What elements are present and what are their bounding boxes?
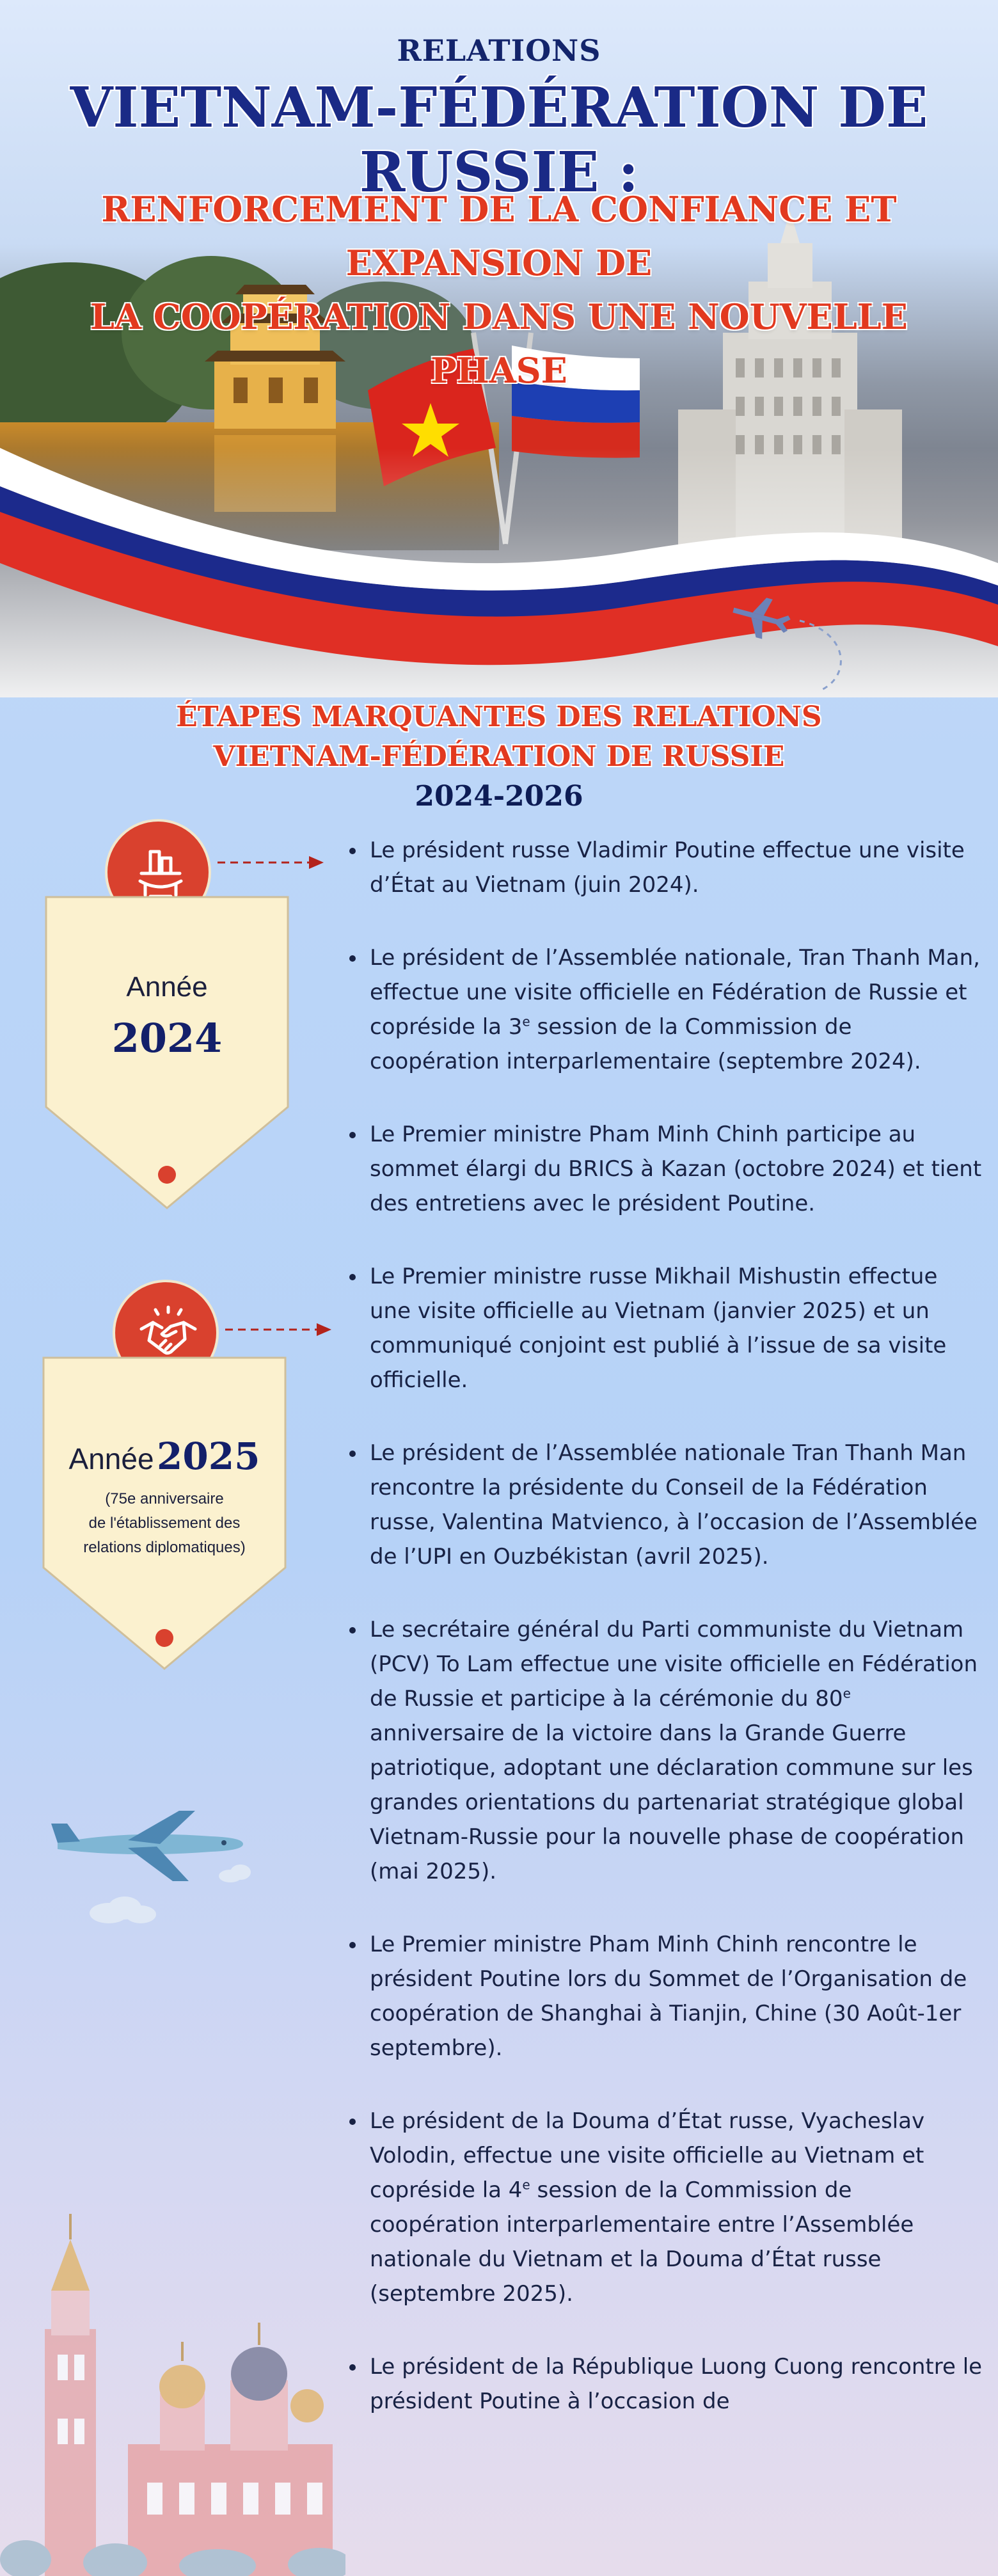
list-item: Le président de l’Assemblée nationale, Tran Thanh Man, effectue une visite officielle en Fédération de Russie et copréside la 3e session de la Commission de coopération interparlementaire (septembre 2024). <box>345 941 985 1079</box>
year-label-2024: Année <box>126 971 208 1003</box>
year-heading-2025 <box>42 1435 287 1478</box>
list-item: Le Premier ministre Pham Minh Chinh participe au sommet élargi du BRICS à Kazan (octobre 2024) et tient des entretiens avec le président Poutine. <box>345 1117 985 1221</box>
year-label-2025: Année <box>68 1442 154 1475</box>
kremlin-illustration <box>0 2214 345 2576</box>
subtitle-line-1: RENFORCEMENT DE LA CONFIANCE ET EXPANSION DE <box>101 189 897 283</box>
list-item: Le président de l’Assemblée nationale Tran Thanh Man rencontre la présidente du Conseil de la Fédération russe, Valentina Matvienco, à l’occasion de l’Assemblée de l’UPI en Ouzbékistan (avril 2025). <box>345 1436 985 1574</box>
dashed-arrow-2024 <box>216 855 325 870</box>
list-item: Le Premier ministre Pham Minh Chinh rencontre le président Poutine lors du Sommet de l’Organisation de coopération de Shanghai à Tianjin, Chine (30 Août-1er septembre). <box>345 1927 985 2065</box>
airplane-illustration <box>51 1804 256 1932</box>
year-number-2024: 2024 <box>111 1015 223 1061</box>
year-note-line-1: (75e anniversaire <box>105 1490 224 1507</box>
list-item: Le Premier ministre russe Mikhail Mishustin effectue une visite officielle au Vietnam (janvier 2025) et un communiqué conjoint est publié à l’issue de sa visite officielle. <box>345 1259 985 1397</box>
airplane-icon <box>51 1811 243 1881</box>
list-item: Le président de la Douma d’État russe, Vyacheslav Volodin, effectue une visite officielle au Vietnam et copréside la 4e session de la Commission de coopération interparlementaire entre l’Assemblée nationale du Vietnam et la Douma d’État russe (septembre 2025). <box>345 2104 985 2311</box>
section-heading-line-1: ÉTAPES MARQUANTES DES RELATIONS <box>176 701 822 733</box>
dashed-arrow-2025 <box>224 1322 333 1337</box>
year-note-line-2: de l'établissement des <box>88 1515 241 1532</box>
section-heading-line-2: VIETNAM-FÉDÉRATION DE RUSSIE <box>213 740 785 773</box>
list-item: Le secrétaire général du Parti communiste du Vietnam (PCV) To Lam effectue une visite officielle en Fédération de Russie et participe à la cérémonie du 80e anniversaire de la victoire dans la Grande Guerre patriotique, adoptant une déclaration commune sur les grandes orientations du partenariat stratégique global Vietnam-Russie pour la nouvelle phase de coopération (mai 2025). <box>345 1612 985 1889</box>
year-number-2025: 2025 <box>157 1435 260 1478</box>
year-card-2025 <box>42 1356 287 1670</box>
subtitle-line-2: LA COOPÉRATION DANS UNE NOUVELLE PHASE <box>90 296 908 391</box>
milestones-list <box>345 833 985 2457</box>
year-note-2025 <box>49 1487 280 1560</box>
section-period: 2024-2026 <box>415 780 583 813</box>
section-heading <box>0 697 998 816</box>
page-title: VIETNAM-FÉDÉRATION DE RUSSIE : <box>70 76 928 205</box>
year-note-line-3: relations diplomatiques) <box>83 1539 246 1556</box>
list-item: Le président de la République Luong Cuong rencontre le président Poutine à l’occasion de <box>345 2349 985 2419</box>
hero-banner <box>0 0 998 697</box>
page-subtitle <box>26 182 972 397</box>
list-item: Le président russe Vladimir Poutine effectue une visite d’État au Vietnam (juin 2024). <box>345 833 985 902</box>
hero-kicker: RELATIONS <box>397 33 601 68</box>
year-card-2024 <box>45 896 289 1209</box>
